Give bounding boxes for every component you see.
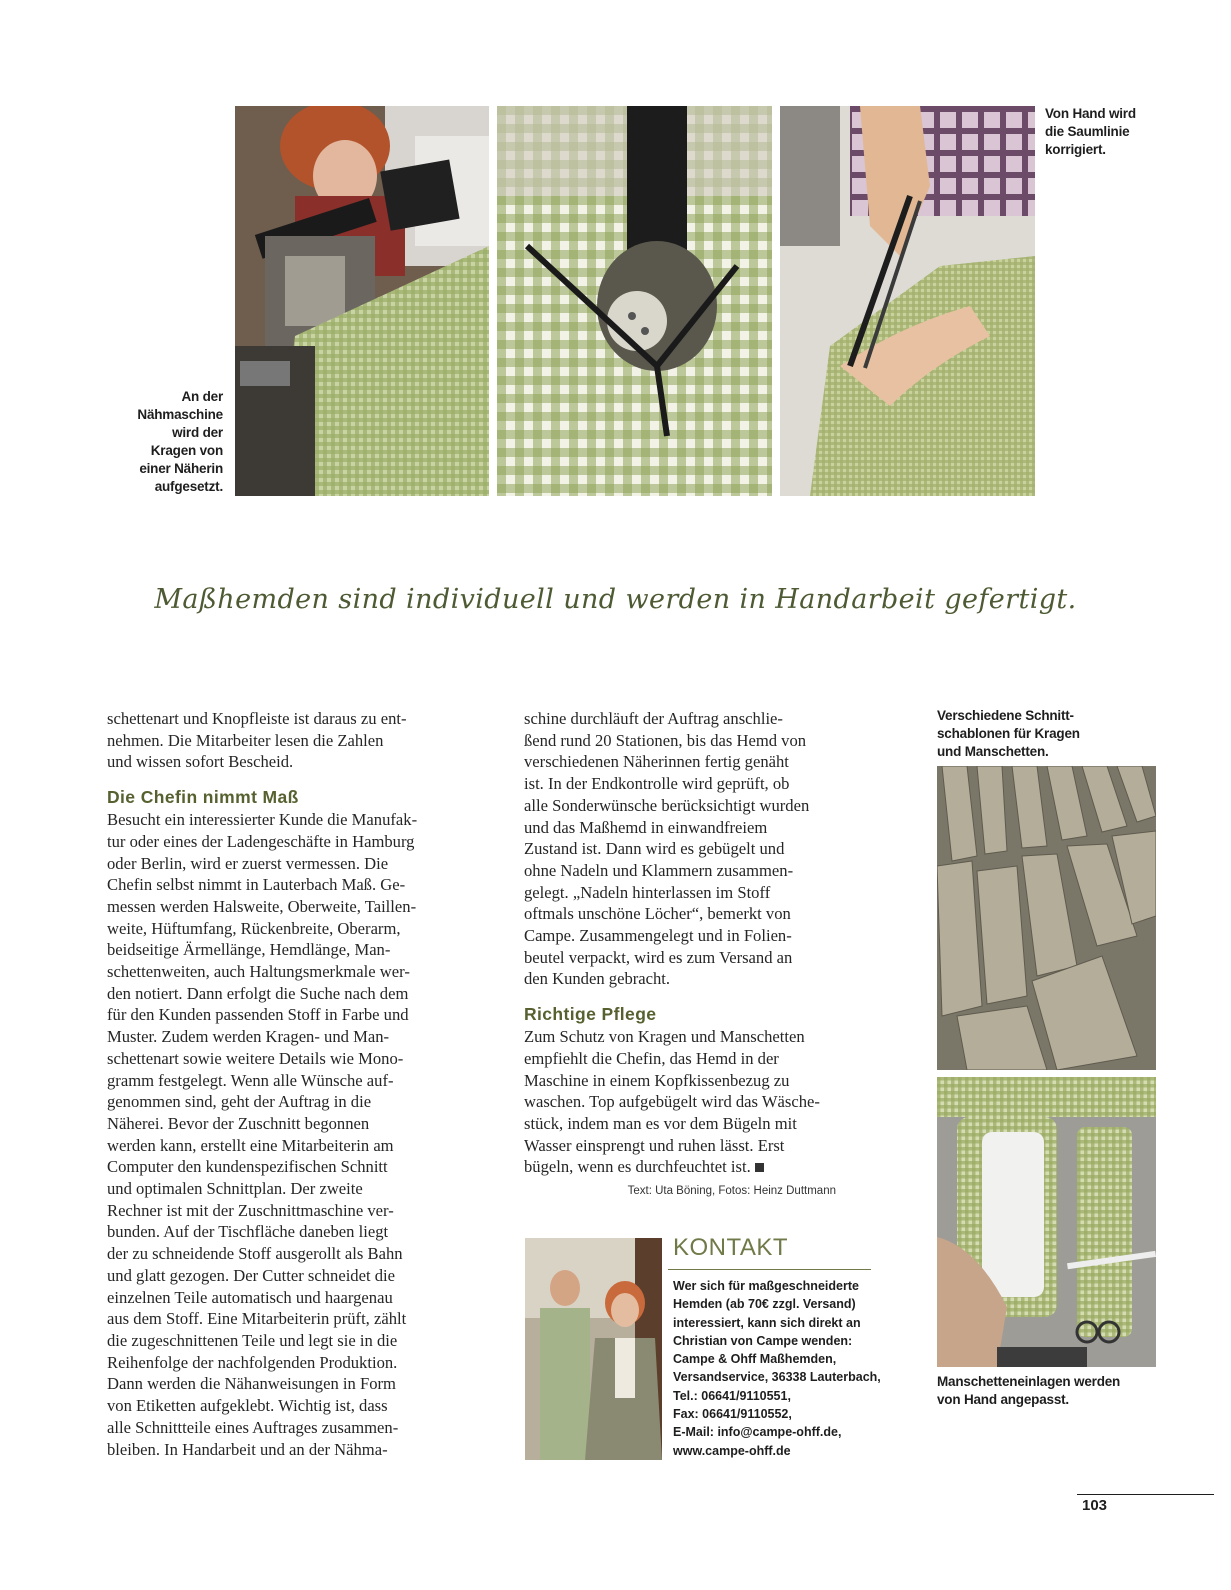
caption-hem-line: Von Hand wird die Saumlinie korrigiert.	[1045, 106, 1136, 157]
kontakt-details: Wer sich für maßgeschneiderte Hemden (ab 70€ zzgl. Versand) interessiert, kann sich direkt an Christian von Campe wenden: Campe & Ohff Maßhemden, Versandservice, 36338 Lauterbach, Tel.: 06641/9110551, Fax: 06641/9110552, E-Mail: info@campe-ohff.de, www.campe-ohff.de	[673, 1277, 881, 1460]
photo-cuff-inserts	[937, 1077, 1156, 1367]
subhead-pflege: Richtige Pflege	[524, 1004, 657, 1025]
page-number-rule	[1077, 1494, 1214, 1495]
photo-credit: Text: Uta Böning, Fotos: Heinz Duttmann	[627, 1185, 836, 1198]
caption-templates: Verschiedene Schnitt- schablonen für Kragen und Manschetten.	[937, 708, 1080, 759]
kontakt-title: KONTAKT	[673, 1234, 789, 1261]
article-column-2: schine durchläuft der Auftrag anschlie- ßend rund 20 Stationen, bis das Hemd von verschiedenen Näherinnen fertig genäht ist. In der Endkontrolle wird geprüft, ob alle Sonderwünsche berücksichtigt wurden und das Maßhemd in einwandfreiem Zustand ist. Dann wird es gebügelt und ohne Nadeln und Klammern zusammen- gelegt. „Nadeln hinterlassen im Stoff oftmals unschöne Löcher“, bemerkt von Campe. Zusammengelegt und in Folien- beutel verpackt, wird es zum Versand an den Kunden gebracht. Richtige Pflege Zum Schutz von Kragen und Manschetten empfiehlt die Chefin, das Hemd in der Maschine in einem Kopfkissenbezug zu waschen. Top aufgebügelt wird das Wäsche- stück, indem man es vor dem Bügeln mit Wasser einsprengt und ruhen lässt. Erst bügeln, wenn es durchfeuchtet ist. Text: Uta Böning, Fotos: Heinz Duttmann	[524, 708, 836, 1203]
article-column-1: schettenart und Knopfleiste ist daraus zu ent- nehmen. Die Mitarbeiter lesen die Zahlen und wissen sofort Bescheid. Die Chefin nimmt Maß Besucht ein interessierter Kunde die Manufak- tur oder eines der Ladengeschäfte in Hamburg oder Berlin, wird er zuerst vermessen. Die Chefin selbst nimmt in Lauterbach Maß. Ge- messen werden Halsweite, Oberweite, Taillen- weite, Hüftumfang, Rückenbreite, Oberarm, beidseitige Ärmellänge, Hemdlänge, Man- schettenweiten, auch Haltungsmerkmale wer- den notiert. Dann erfolgt die Suche nach dem für den Kunden passenden Stoff in Farbe und Muster. Zudem werden Kragen- und Man- schettenart sowie weitere Details wie Mono- gramm festgelegt. Wenn alle Wünsche auf- genommen sind, geht der Auftrag in die Näherei. Bevor der Zuschnitt begonnen werden kann, erstellt eine Mitarbeiterin am Computer den kundenspezifischen Schnitt und optimalen Schnittplan. Der zweite Rechner ist mit der Zuschnittmaschine ver- bunden. Auf der Tischfläche daneben liegt der zu schneidende Stoff ausgerollt als Bahn und glatt gezogen. Der Cutter schneidet die einzelnen Teile automatisch und haargenau aus dem Stoff. Eine Mitarbeiterin prüft, zählt die zugeschnittenen Teile und legt sie in die Reihenfolge der nachfolgenden Produktion. Dann werden die Nähanweisungen in Form von Etiketten aufgeklebt. Wichtig ist, dass alle Schnittteile eines Auftrages zusammen- bleiben. In Handarbeit und an der Nähma-	[107, 709, 418, 1459]
subhead-chefin: Die Chefin nimmt Maß	[107, 787, 299, 808]
tagline: Maßhemden sind individuell und werden in Handarbeit gefertigt.	[154, 584, 1077, 615]
caption-sewing-machine: An der Nähmaschine wird der Kragen von einer Näherin aufgesetzt.	[137, 389, 223, 494]
email-link[interactable]: E-Mail: info@campe-ohff.de,	[673, 1425, 842, 1440]
photo-pattern-templates	[937, 766, 1156, 1070]
photo-seamstress	[235, 106, 489, 496]
photo-needle-gingham	[497, 106, 772, 496]
end-of-article-square-icon	[755, 1163, 764, 1172]
caption-cuff-inserts: Manschetteneinlagen werden von Hand angepasst.	[937, 1374, 1121, 1407]
page-number: 103	[1082, 1497, 1108, 1514]
kontakt-divider	[668, 1269, 871, 1270]
website-link[interactable]: www.campe-ohff.de	[673, 1443, 791, 1458]
photo-scissors-cutting	[780, 106, 1035, 496]
photo-owners	[525, 1238, 662, 1460]
